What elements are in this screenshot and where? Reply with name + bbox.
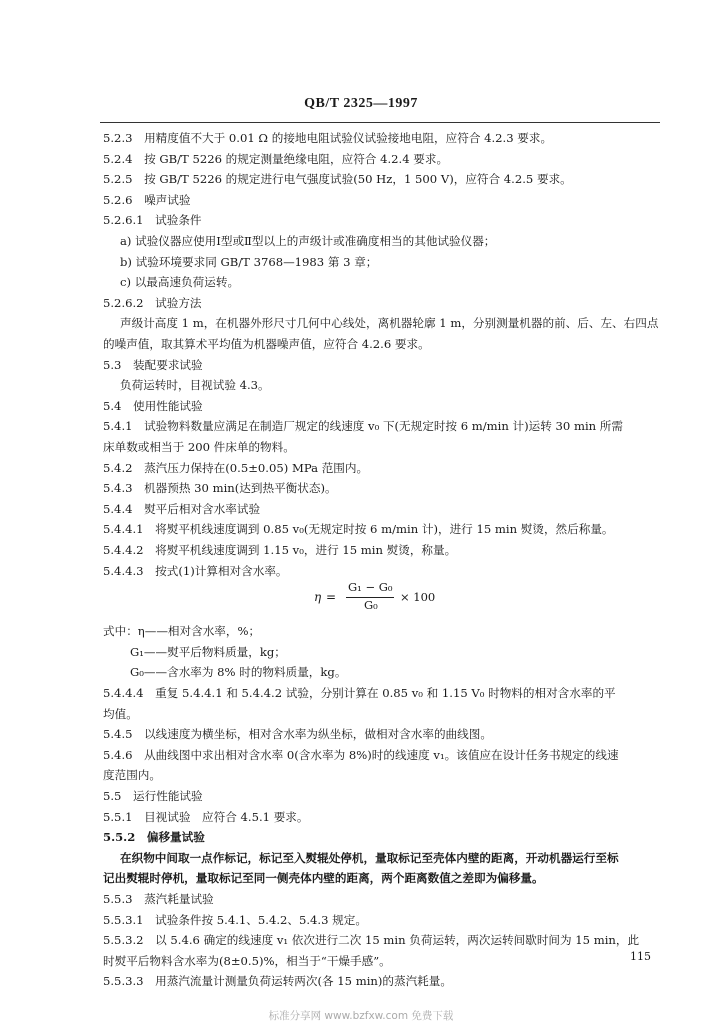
clause-5-2-5: 5.2.5 按 GB/T 5226 的规定进行电气强度试验(50 Hz，1 500 V)，应符合 4.2.5 要求。 [103,172,572,187]
page-header-standard-number: QB/T 2325—1997 [304,96,418,111]
formula-1 [0,580,722,620]
clause-5-4-2: 5.4.2 蒸汽压力保持在(0.5±0.05) MPa 范围内。 [103,460,369,475]
clause-5-6-heading: 5.5.3.3 用蒸汽流量计测量负荷运转两次(各 15 min)的蒸汽耗量。 [103,974,452,989]
clause-5-4-6: 5.4.6 从曲线图中求出相对含水率 0(含水率为 8%)时的线速度 v₁。该值应在设计任务书规定的线速 [103,747,619,762]
clause-5-5-3-heading: 5.5.3 蒸汽耗量试验 [103,892,214,906]
clause-5-2-6-1-heading: 5.2.6.1 试验条件 [103,213,202,228]
list-item-c: c) 以最高速负荷运转。 [120,275,240,290]
list-item-b: b) 试验环境要求同 GB/T 3768—1983 第 3 章； [120,254,378,269]
paragraph-line: 在织物中间取一点作标记，标记至入熨辊处停机，量取标记至壳体内壁的距离，开动机器运行至标 [120,850,619,865]
formula-legend-eta: 式中：η——相对含水率，%； [103,624,261,639]
page-number: 115 [630,950,651,963]
paragraph-line: 负荷运转时，目视试验 4.3。 [120,378,270,393]
formula-lhs: η [314,590,322,605]
clause-5-2-6-2-heading: 5.2.6.2 试验方法 [103,295,202,310]
watermark-footer: 标准分享网 www.bzfxw.com 免费下载 [268,1010,454,1022]
clause-5-4-4-heading: 5.4.4 熨平后相对含水率试验 [103,501,261,516]
list-item-a: a) 试验仪器应使用Ⅰ型或Ⅱ型以上的声级计或准确度相当的其他试验仪器； [120,234,496,248]
clause-5-2-3: 5.2.3 用精度值不大于 0.01 Ω 的接地电阻试验仪试验接地电阻，应符合 4.2.3 要求。 [103,131,553,145]
formula-denominator: G₀ [364,598,378,613]
clause-5-5-3-1: 5.5.3.1 试验条件按 5.4.1、5.4.2、5.4.3 规定。 [103,912,367,927]
clause-5-4-4-1: 5.4.4.1 将熨平机线速度调到 0.85 v₀(无规定时按 6 m/min 计)，进行 15 min 熨烫，然后称量。 [103,522,614,537]
paragraph-line: 声级计高度 1 m，在机器外形尺寸几何中心线处，离机器轮廓 1 m，分别测量机器的前、后、左、右四点 [120,316,659,331]
paragraph-line: 度范围内。 [103,768,161,783]
paragraph-line: 的噪声值，取其算术平均值为机器噪声值，应符合 4.2.6 要求。 [103,337,430,351]
formula-equals: = [326,590,337,605]
formula-legend-g1: G₁——熨平后物料质量，kg； [130,644,286,659]
formula-numerator: G₁ − G₀ [348,580,393,595]
clause-5-4-4-2: 5.4.4.2 将熨平机线速度调到 1.15 v₀，进行 15 min 熨烫，称量。 [103,543,457,557]
clause-5-5-2-heading: 5.5.2 偏移量试验 [103,830,205,845]
clause-5-5-3-3: 时熨平后物料含水率为(8±0.5)%，相当于“干燥手感”。 [103,953,391,968]
clause-5-4-4-3: 5.4.4.3 按式(1)计算相对含水率。 [103,563,288,578]
clause-5-5-heading: 5.5 运行性能试验 [103,789,203,803]
clause-5-2-4: 5.2.4 按 GB/T 5226 的规定测量绝缘电阻，应符合 4.2.4 要求。 [103,151,449,166]
clause-5-4-5: 5.4.5 以线速度为横坐标，相对含水率为纵坐标，做相对含水率的曲线图。 [103,727,492,742]
clause-5-4-heading: 5.4 使用性能试验 [103,398,203,413]
clause-5-3-heading: 5.3 装配要求试验 [103,357,203,372]
formula-multiplier: × 100 [400,590,436,605]
clause-5-4-3: 5.4.3 机器预热 30 min(达到热平衡状态)。 [103,481,337,496]
paragraph-line: 记出熨辊时停机，量取标记至同一侧壳体内壁的距离，两个距离数值之差即为偏移量。 [103,871,544,886]
clause-5-4-1: 5.4.1 试验物料数量应满足在制造厂规定的线速度 v₀ 下(无规定时按 6 m/min 计)运转 30 min 所需 [103,419,624,434]
clause-5-4-4-4: 5.4.4.4 重复 5.4.4.1 和 5.4.4.2 试验，分别计算在 0.85 v₀ 和 1.15 V₀ 时物料的相对含水率的平 [103,686,616,700]
clause-5-5-1: 5.5.1 目视试验 应符合 4.5.1 要求。 [103,809,309,824]
paragraph-line: 均值。 [103,706,138,721]
formula-legend-g0: G₀——含水率为 8% 时的物料质量，kg。 [130,665,347,680]
clause-5-5-3-2: 5.5.3.2 以 5.4.6 确定的线速度 v₁ 依次进行二次 15 min 负荷运转，两次运转间歇时间为 15 min，此 [103,933,640,948]
header-rule [100,122,660,123]
clause-5-2-6-heading: 5.2.6 噪声试验 [103,192,191,207]
paragraph-line: 床单数或相当于 200 件床单的物料。 [103,440,295,454]
